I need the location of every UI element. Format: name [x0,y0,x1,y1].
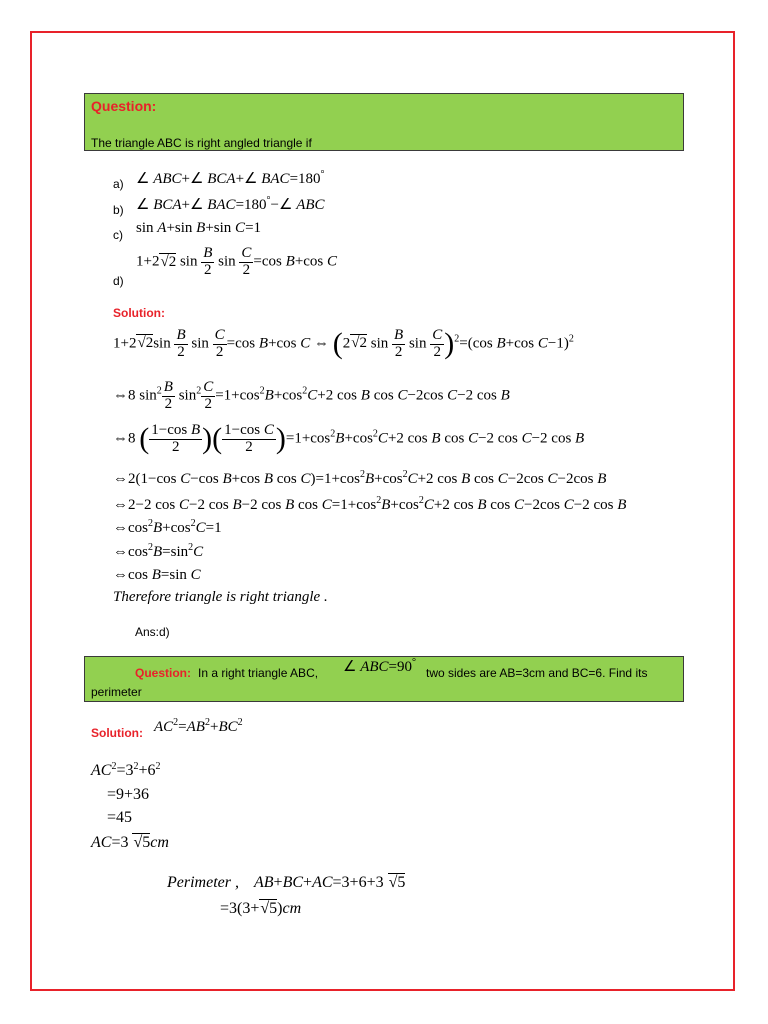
question-angle-math: ∠ ABC=90° [343,657,417,675]
question-label: Question: [135,666,191,680]
perimeter-word: Perimeter , [167,874,239,891]
option-a-label: a) [113,177,124,191]
perimeter-result: =3(3+√5)cm [220,900,302,917]
solution-step-8: ⇔cos B=sin C [113,567,201,583]
solution-label: Solution: [91,726,143,740]
solution-step-6: $\Leftrightarrow\cos^2B+\cos^2C=1$ [113,518,222,536]
solution-step-4: ⇔2(1−cos C−cos B+cos B $\cos C)=1+\cos^2B+\cos^2C+2$ cos B cos C−2cos C−2cos B [113,469,607,487]
question-text-part-2: two sides are AB=3cm and BC=6. Find its [426,666,648,680]
option-b-math: ∠ BCA+∠ BAC=180°−∠ ABC [136,195,325,213]
solution-step-3: ⇔8 ( $\frac{\text{1−cos B}}{2}$ )( $\frac{\text{1−cos C}}{2}$ )$=1+\cos^2B+\cos^2C+2$ cos B cos C−2 cos C−2 cos B [113,421,585,455]
option-b-label: b) [113,203,124,217]
solution2-step-1: $AC^2=3^2+6^2$ [91,761,161,779]
answer-text: Ans:d) [135,625,170,639]
question-text: The triangle ABC is right angled triangle if [91,136,312,150]
option-a-math: ∠ ABC+∠ BCA+∠ BAC=180° [136,169,325,187]
solution2-step-3: =45 [107,809,133,826]
solution2-step-4: AC=3 √5cm [91,834,169,851]
question-label: Question: [91,98,157,114]
perimeter-formula: AB+BC+AC=3+6+3 √5 [254,874,406,891]
question-box-2 [84,656,684,702]
option-c-math: sin A+sin B+sin C=1 [136,220,262,236]
solution2-formula: $AC^2=AB^2+BC^2$ [154,717,243,735]
question-text-part-3: perimeter [91,685,142,699]
solution-step-1: 1+2√2sin $\frac{B}{2}$ sin $\frac{C}{2}$ =cos B+cos C ⇔ (2√2 sin $\frac{B}{2}$ sin $\frac{C}{2}$ )$^2$=(cos B+cos C−1)$^2$ [113,326,574,360]
solution-conclusion: Therefore triangle is right triangle . [113,589,328,605]
option-c-label: c) [113,228,123,242]
question-text-part-1: In a right triangle ABC, [198,666,319,680]
option-d-label: d) [113,274,124,288]
solution-step-5: ⇔2−2 cos C−2 cos B−2 cos B $\cos C=1+\cos^2B+\cos^2C+2$ cos B cos C−2cos C−2 cos B [113,495,627,513]
solution-step-2: ⇔8 $\sin^2$ $\frac{B}{2}$ $\sin^2$ $\frac{C}{2}$ $=1+\cos^2B+\cos^2C+2$ cos B cos C−2cos C−2 cos B [113,379,510,412]
solution-step-7: $\Leftrightarrow\cos^2B=\sin^2C$ [113,542,204,560]
solution2-step-2: =9+36 [107,786,150,803]
question-box-1 [84,93,684,151]
option-d-math: 1+2√2 sin $\frac{B}{2}$ sin $\frac{C}{2}$ =cos B+cos C [136,245,338,278]
solution-label: Solution: [113,306,165,320]
